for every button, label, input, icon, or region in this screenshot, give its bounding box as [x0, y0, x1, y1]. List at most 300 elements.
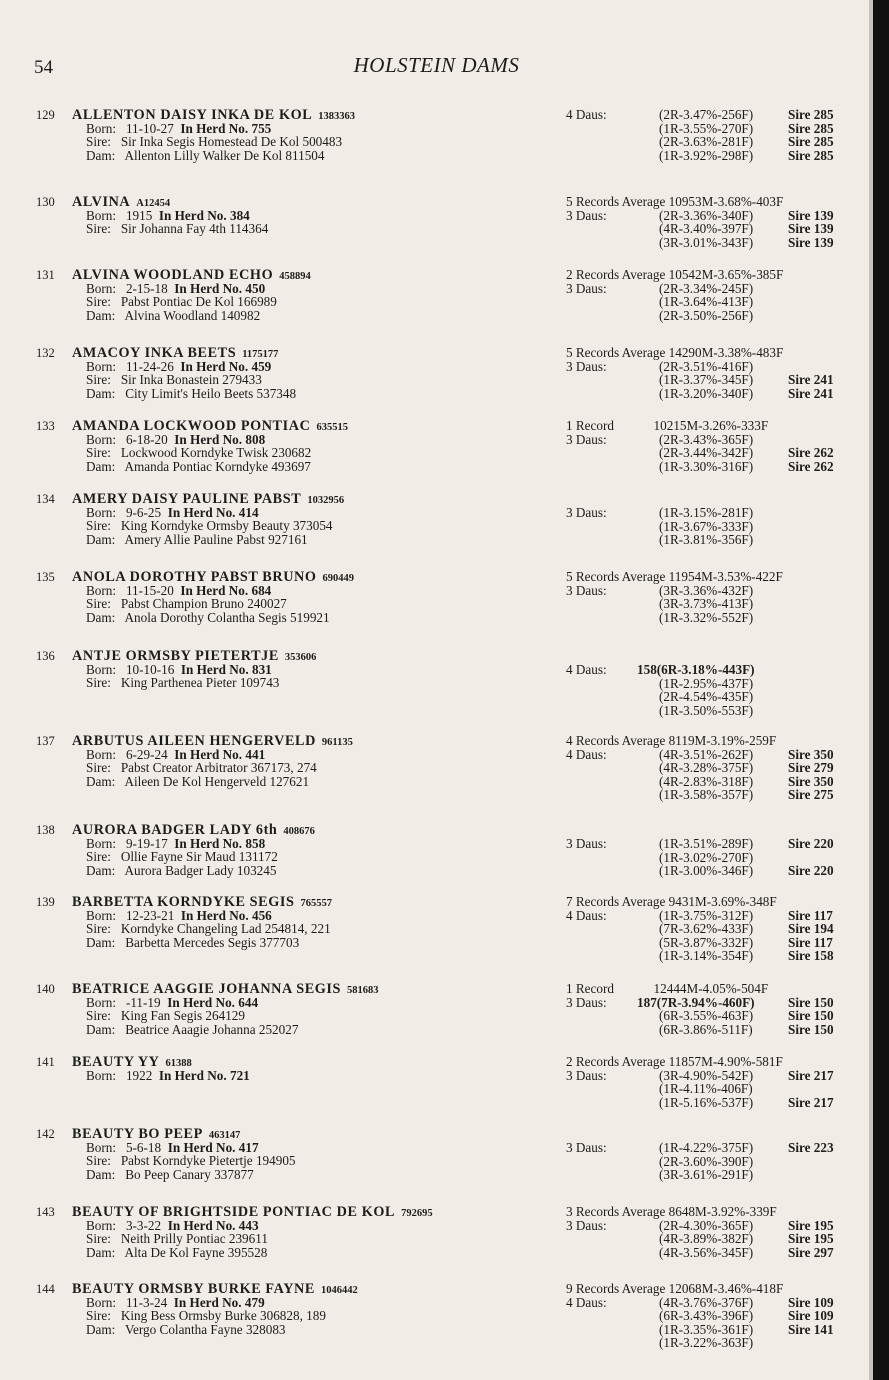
daughter-record-value: (2R-3.47%-256F): [659, 107, 754, 122]
born-label: Born:: [86, 1139, 117, 1155]
born-label: Born:: [86, 431, 117, 447]
daughters-label: 3 Daus:: [566, 1067, 607, 1083]
records-average: [566, 195, 856, 209]
sire-label: Sire:: [86, 1308, 111, 1324]
daughter-record: [566, 1219, 856, 1233]
dam-label: Dam:: [86, 531, 116, 547]
dam-line: [36, 1023, 556, 1037]
records-average-text: 2 Records Average 10542M-3.65%-385F: [566, 267, 784, 282]
in-herd-label: In Herd No.: [180, 907, 249, 923]
daughter-record-value: (1R-3.58%-357F): [659, 787, 754, 803]
daughter-record: [566, 1246, 856, 1260]
dam-parent-name: Amanda Pontiac Korndyke 493697: [124, 458, 311, 474]
entry-pedigree: [36, 649, 556, 690]
sire-name: Sir Johanna Fay 4th 114364: [120, 221, 269, 237]
dam-parent-name: Beatrice Aaagie Johanna 252027: [125, 1021, 299, 1037]
daughter-sire: Sire 139: [788, 207, 834, 223]
sire-name: King Bess Ormsby Burke 306828, 189: [120, 1308, 326, 1324]
daughter-record-value: (3R-3.61%-291F): [659, 1167, 754, 1183]
daughter-record: [566, 909, 856, 923]
records-average: [566, 570, 856, 584]
entry-pedigree: [36, 1127, 556, 1181]
entry-number: 134: [36, 492, 55, 506]
sire-line: [36, 222, 556, 236]
entry-pedigree: [36, 419, 556, 473]
registration-number: 463147: [208, 1130, 241, 1141]
daughter-record-value: (1R-2.95%-437F): [659, 675, 754, 691]
records-average: [566, 734, 856, 748]
daughter-record-value: (1R-5.16%-537F): [659, 1094, 754, 1110]
entry-records: [566, 346, 856, 400]
daughter-sire: Sire 217: [788, 1094, 834, 1110]
daughter-record: [566, 1296, 856, 1310]
registration-number: 61388: [165, 1058, 192, 1069]
entry-number: 142: [36, 1127, 55, 1141]
sire-label: Sire:: [86, 760, 111, 776]
sire-name: Pabst Pontiac De Kol 166989: [120, 294, 277, 310]
in-herd-label: In Herd No.: [167, 504, 236, 520]
daughter-record-value: (1R-3.64%-413F): [659, 294, 754, 310]
daughter-record: [566, 282, 856, 296]
daughter-record: [566, 1096, 856, 1110]
daughter-record-value: (1R-3.00%-346F): [659, 863, 754, 879]
daughter-record: [566, 584, 856, 598]
born-line: [36, 1069, 556, 1083]
herd-number: 441: [245, 746, 266, 762]
daughter-sire: Sire 279: [788, 760, 834, 776]
dam-line: [36, 149, 556, 163]
sire-name: Sir Inka Segis Homestead De Kol 500483: [120, 134, 343, 150]
sire-name: King Parthenea Pieter 109743: [120, 675, 280, 691]
daughter-sire: Sire 150: [788, 994, 834, 1010]
daughters-label: 3 Daus:: [566, 358, 607, 374]
daughter-record-value: (6R-3.43%-396F): [659, 1308, 754, 1324]
dam-parent-name: Aileen De Kol Hengerveld 127621: [124, 773, 310, 789]
entry-records: [566, 734, 856, 802]
sire-label: Sire:: [86, 1231, 111, 1247]
entry-records: [566, 895, 856, 963]
dam-name: BEAUTY OF BRIGHTSIDE PONTIAC DE KOL: [72, 1204, 396, 1220]
dam-line: [36, 1323, 556, 1337]
born-label: Born:: [86, 994, 117, 1010]
daughter-sire: Sire 217: [788, 1067, 834, 1083]
sire-label: Sire:: [86, 596, 111, 612]
herd-number: 831: [251, 661, 272, 677]
daughter-record-value: (1R-3.50%-553F): [659, 702, 754, 718]
sire-name: Neith Prilly Pontiac 239611: [120, 1231, 268, 1247]
daughter-record-value: (3R-4.90%-542F): [659, 1067, 754, 1083]
sire-label: Sire:: [86, 518, 111, 534]
entry-number: 135: [36, 570, 55, 584]
registration-number: 1046442: [320, 1285, 358, 1296]
sire-label: Sire:: [86, 1153, 111, 1169]
dam-name: BEAUTY ORMSBY BURKE FAYNE: [72, 1281, 315, 1297]
born-line: [36, 209, 556, 223]
sire-label: Sire:: [86, 294, 111, 310]
sire-label: Sire:: [86, 675, 111, 691]
dam-label: Dam:: [86, 609, 116, 625]
daughter-record-value: (1R-3.75%-312F): [659, 907, 754, 923]
dam-label: Dam:: [86, 1021, 116, 1037]
daughter-record-value: (1R-3.30%-316F): [659, 458, 754, 474]
daughter-record-value: (4R-3.28%-375F): [659, 760, 754, 776]
daughter-record: [566, 1336, 856, 1350]
dam-parent-name: Alta De Kol Fayne 395528: [124, 1244, 268, 1260]
records-average: [566, 1282, 856, 1296]
dam-line: [36, 460, 556, 474]
born-date: 3-3-22: [125, 1217, 162, 1233]
registration-number: 1175177: [242, 349, 279, 360]
daughter-sire: Sire 220: [788, 836, 834, 851]
daughter-record-value: (2R-3.63%-281F): [659, 134, 754, 150]
entry-records: [566, 1282, 856, 1350]
born-line: [36, 1141, 556, 1155]
born-label: Born:: [86, 907, 117, 923]
daughter-record-value: (1R-3.51%-289F): [659, 836, 754, 851]
dam-name: ANOLA DOROTHY PABST BRUNO: [72, 569, 317, 585]
born-label: Born:: [86, 120, 117, 136]
born-date: 5-6-18: [125, 1139, 162, 1155]
daughter-record: [566, 533, 856, 547]
registration-number: 690449: [322, 573, 355, 584]
entry-records: [566, 837, 856, 878]
born-date: 6-29-24: [125, 746, 168, 762]
daughter-record: [566, 108, 856, 122]
daughter-record-value: 158(6R-3.18%-443F): [637, 662, 755, 677]
dam-label: Dam:: [86, 1321, 116, 1337]
daughter-sire: Sire 195: [788, 1231, 834, 1247]
registration-number: 1383363: [318, 111, 356, 122]
born-label: Born:: [86, 504, 117, 520]
daughter-record: [566, 387, 856, 401]
daughter-record: [566, 1309, 856, 1323]
dam-parent-name: Vergo Colantha Fayne 328083: [124, 1321, 286, 1337]
daughter-record: [566, 122, 856, 136]
in-herd-label: In Herd No.: [173, 1294, 242, 1310]
daughter-record-value: (1R-3.32%-552F): [659, 609, 754, 625]
herd-number: 644: [238, 994, 259, 1010]
in-herd-label: In Herd No.: [158, 207, 227, 223]
entry-pedigree: [36, 823, 556, 877]
daughter-sire: Sire 285: [788, 147, 834, 163]
daughter-record: [566, 704, 856, 718]
sire-name: Pabst Korndyke Pietertje 194905: [120, 1153, 296, 1169]
born-date: 9-19-17: [125, 835, 168, 851]
dam-name: BEATRICE AAGGIE JOHANNA SEGIS: [72, 981, 342, 997]
records-average-text: 7 Records Average 9431M-3.69%-348F: [566, 894, 777, 909]
daughter-record-value: (1R-3.22%-363F): [659, 1335, 754, 1351]
born-date: 11-3-24: [125, 1294, 168, 1310]
sire-line: [36, 446, 556, 460]
daughter-record: [566, 837, 856, 851]
registration-number: 635515: [316, 422, 348, 433]
born-label: Born:: [86, 582, 117, 598]
daughter-record: [566, 222, 856, 236]
dam-name: BEAUTY YY: [72, 1054, 160, 1070]
daughter-sire: Sire 150: [788, 1008, 834, 1024]
daughter-record-value: (6R-3.55%-463F): [659, 1008, 754, 1024]
sire-line: [36, 1309, 556, 1323]
daughter-record: [566, 149, 856, 163]
daughter-record-value: (1R-3.37%-345F): [659, 372, 754, 388]
herd-number: 684: [251, 582, 272, 598]
page-number: 54: [34, 57, 53, 78]
daughter-record: [566, 1168, 856, 1182]
daughter-record-value: (1R-3.14%-354F): [659, 948, 754, 964]
dam-line: [36, 864, 556, 878]
sire-line: [36, 597, 556, 611]
dam-label: Dam:: [86, 147, 116, 163]
registration-number: 353606: [284, 652, 317, 663]
entry-pedigree: [36, 1282, 556, 1336]
daughter-record-value: (2R-3.51%-416F): [659, 358, 754, 374]
entry-records: [566, 195, 856, 249]
herd-number: 755: [251, 120, 272, 136]
daughter-record: [566, 851, 856, 865]
sire-line: [36, 1009, 556, 1023]
registration-number: 1032956: [307, 495, 345, 506]
records-average: [566, 346, 856, 360]
born-label: Born:: [86, 280, 117, 296]
in-herd-label: In Herd No.: [180, 661, 249, 677]
born-date: 10-10-16: [125, 661, 175, 677]
born-line: [36, 1296, 556, 1310]
in-herd-label: In Herd No.: [174, 835, 243, 851]
born-date: 12-23-21: [125, 907, 175, 923]
herd-number: 443: [238, 1217, 259, 1233]
dam-line: [36, 1246, 556, 1260]
entry-records: [566, 1055, 856, 1109]
entry-pedigree: [36, 570, 556, 624]
registration-number: 408676: [283, 826, 315, 837]
in-herd-label: In Herd No.: [180, 120, 249, 136]
daughter-record: [566, 236, 856, 250]
daughter-record-value: (4R-2.83%-318F): [659, 773, 754, 789]
dam-line: [36, 1168, 556, 1182]
born-line: [36, 506, 556, 520]
daughter-record: [566, 690, 856, 704]
records-average-text: 5 Records Average 10953M-3.68%-403F: [566, 194, 784, 209]
daughters-label: 3 Daus:: [566, 1140, 607, 1155]
daughter-record-value: (1R-3.15%-281F): [659, 505, 754, 520]
sire-line: [36, 135, 556, 149]
daughter-record: [566, 597, 856, 611]
entry-records: [566, 982, 856, 1036]
sire-name: King Korndyke Ormsby Beauty 373054: [120, 518, 333, 534]
born-label: Born:: [86, 1067, 117, 1083]
entry-pedigree: [36, 492, 556, 546]
entry-number: 137: [36, 734, 55, 748]
daughter-sire: Sire 109: [788, 1308, 834, 1324]
daughter-sire: Sire 262: [788, 458, 834, 474]
daughter-sire: Sire 194: [788, 921, 834, 937]
dam-label: Dam:: [86, 458, 116, 474]
records-average: [566, 419, 856, 433]
daughters-label: 4 Daus:: [566, 107, 607, 122]
records-average: [566, 268, 856, 282]
entry-records: [566, 1205, 856, 1259]
born-date: 1915: [125, 207, 153, 223]
sire-label: Sire:: [86, 445, 111, 461]
entry-number: 129: [36, 108, 55, 122]
records-average: [566, 895, 856, 909]
records-average-text: 9 Records Average 12068M-3.46%-418F: [566, 1281, 784, 1296]
born-line: [36, 433, 556, 447]
dam-line: [36, 309, 556, 323]
daughter-record-value: (1R-3.55%-270F): [659, 120, 754, 136]
dam-line: [36, 936, 556, 950]
herd-number: 456: [251, 907, 272, 923]
entry-pedigree: [36, 982, 556, 1036]
daughter-record-value: (2R-3.44%-342F): [659, 445, 754, 461]
daughter-record-value: (2R-4.54%-435F): [659, 689, 754, 705]
daughter-record: [566, 135, 856, 149]
dam-parent-name: Anola Dorothy Colantha Segis 519921: [124, 609, 330, 625]
dam-label: Dam:: [86, 385, 116, 401]
entry-pedigree: [36, 346, 556, 400]
daughter-record-value: (1R-3.67%-333F): [659, 518, 754, 534]
born-date: -11-19: [125, 994, 161, 1010]
entry-number: 136: [36, 649, 55, 663]
dam-label: Dam:: [86, 934, 116, 950]
daughter-record: [566, 209, 856, 223]
entry-number: 132: [36, 346, 55, 360]
born-label: Born:: [86, 207, 117, 223]
entry-number: 143: [36, 1205, 55, 1219]
born-line: [36, 1219, 556, 1233]
daughter-sire: Sire 117: [788, 907, 833, 923]
daughters-label: 3 Daus:: [566, 207, 607, 223]
daughter-record-value: (4R-3.40%-397F): [659, 221, 754, 237]
dam-label: Dam:: [86, 862, 116, 878]
entry-number: 130: [36, 195, 55, 209]
entry-pedigree: [36, 1055, 556, 1082]
born-date: 2-15-18: [125, 280, 168, 296]
daughters-label: 3 Daus:: [566, 280, 607, 296]
born-date: 1922: [125, 1067, 153, 1083]
dam-line: [36, 775, 556, 789]
sire-label: Sire:: [86, 849, 111, 865]
dam-name: AMERY DAISY PAULINE PABST: [72, 491, 302, 507]
born-date: 9-6-25: [125, 504, 162, 520]
daughters-label: 3 Daus:: [566, 1217, 607, 1233]
dam-name: ALLENTON DAISY INKA DE KOL: [72, 107, 313, 123]
daughter-record-value: (1R-3.20%-340F): [659, 385, 754, 401]
entry-records: [566, 268, 856, 322]
born-label: Born:: [86, 746, 117, 762]
herd-number: 417: [238, 1139, 259, 1155]
dam-parent-name: Allenton Lilly Walker De Kol 811504: [124, 147, 325, 163]
daughter-record: [566, 936, 856, 950]
born-label: Born:: [86, 1217, 117, 1233]
daughter-sire: Sire 139: [788, 221, 834, 237]
daughter-record-value: (4R-3.51%-262F): [659, 746, 754, 762]
daughter-record: [566, 1082, 856, 1096]
daughter-record: [566, 373, 856, 387]
daughter-record-value: (3R-3.73%-413F): [659, 596, 754, 612]
daughter-record-value: (2R-3.36%-340F): [659, 207, 754, 223]
daughter-record-value: (1R-3.35%-361F): [659, 1321, 754, 1337]
daughter-record: [566, 996, 856, 1010]
dam-name: ALVINA WOODLAND ECHO: [72, 267, 274, 283]
in-herd-label: In Herd No.: [167, 994, 235, 1010]
dam-name: AMANDA LOCKWOOD PONTIAC: [72, 418, 311, 434]
daughters-label: 4 Daus:: [566, 746, 607, 762]
herd-number: 450: [245, 280, 266, 296]
daughter-record: [566, 748, 856, 762]
daughter-record-value: (5R-3.87%-332F): [659, 934, 754, 950]
records-average-text: 4 Records Average 8119M-3.19%-259F: [566, 733, 777, 748]
born-line: [36, 909, 556, 923]
dam-name: BEAUTY BO PEEP: [72, 1126, 203, 1142]
herd-number: 721: [229, 1067, 250, 1083]
herd-number: 808: [245, 431, 266, 447]
sire-name: Pabst Champion Bruno 240027: [120, 596, 287, 612]
herd-number: 414: [238, 504, 259, 520]
daughter-sire: Sire 285: [788, 120, 834, 136]
daughter-record: [566, 761, 856, 775]
dam-name: ARBUTUS AILEEN HENGERVELD: [72, 733, 316, 749]
registration-number: 458894: [279, 271, 311, 282]
daughter-record-value: (2R-3.60%-390F): [659, 1153, 754, 1169]
dam-label: Dam:: [86, 1166, 116, 1182]
daughter-sire: Sire 297: [788, 1244, 834, 1260]
herd-number: 384: [229, 207, 250, 223]
records-average-text: 5 Records Average 14290M-3.38%-483F: [566, 345, 784, 360]
daughter-record: [566, 1141, 856, 1155]
daughter-record-value: (1R-4.22%-375F): [659, 1140, 754, 1155]
sire-line: [36, 373, 556, 387]
entry-records: [566, 663, 856, 717]
daughter-record-value: (3R-3.01%-343F): [659, 234, 754, 250]
in-herd-label: In Herd No.: [167, 1139, 236, 1155]
born-date: 6-18-20: [125, 431, 168, 447]
daughter-record: [566, 1155, 856, 1169]
sire-line: [36, 295, 556, 309]
daughter-record: [566, 663, 856, 677]
daughter-sire: Sire 241: [788, 385, 834, 401]
daughter-record: [566, 775, 856, 789]
sire-name: Pabst Creator Arbitrator 367173, 274: [120, 760, 317, 776]
daughter-record: [566, 460, 856, 474]
entry-number: 144: [36, 1282, 55, 1296]
daughter-sire: Sire 109: [788, 1294, 834, 1310]
records-average: [566, 982, 856, 996]
dam-parent-name: Aurora Badger Lady 103245: [124, 862, 277, 878]
daughter-record-value: (2R-3.50%-256F): [659, 307, 754, 323]
herd-number: 459: [251, 358, 272, 374]
daughter-record-value: (4R-3.89%-382F): [659, 1231, 754, 1247]
daughter-record-value: (2R-4.30%-365F): [659, 1217, 754, 1233]
entry-number: 139: [36, 895, 55, 909]
sire-label: Sire:: [86, 221, 111, 237]
dam-line: [36, 387, 556, 401]
registration-number: A12454: [136, 198, 171, 209]
sire-line: [36, 761, 556, 775]
in-herd-label: In Herd No.: [174, 280, 243, 296]
entry-pedigree: [36, 195, 556, 236]
in-herd-label: In Herd No.: [158, 1067, 227, 1083]
born-line: [36, 282, 556, 296]
born-date: 11-24-26: [125, 358, 174, 374]
dam-name: ANTJE ORMSBY PIETERTJE: [72, 648, 279, 664]
dam-name: ALVINA: [72, 194, 131, 210]
daughter-record: [566, 309, 856, 323]
herd-number: 479: [244, 1294, 265, 1310]
daughter-sire: Sire 262: [788, 445, 834, 461]
daughter-record-value: (1R-4.11%-406F): [659, 1081, 753, 1097]
registration-number: 581683: [347, 985, 379, 996]
